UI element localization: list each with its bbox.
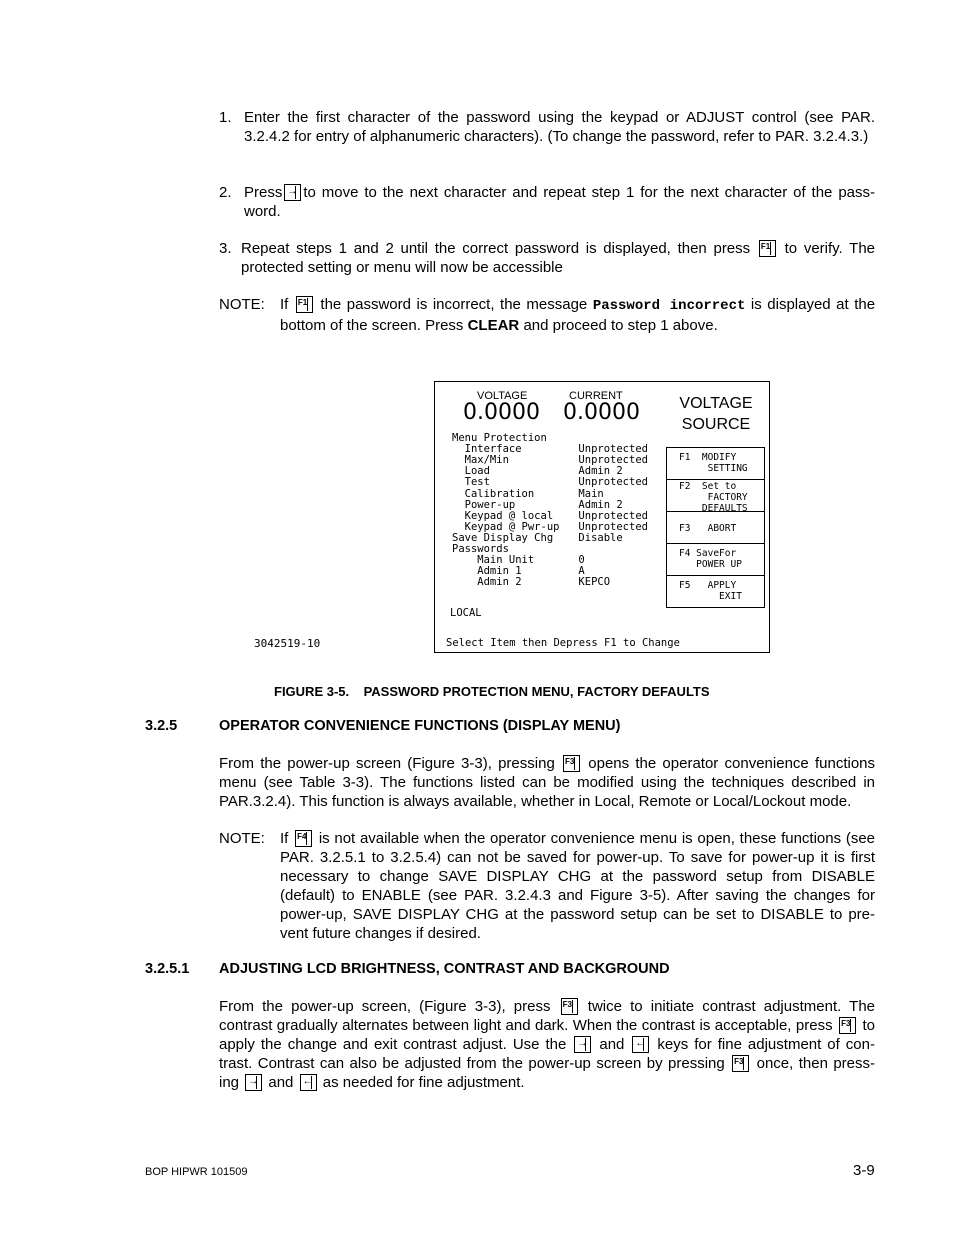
- menu-line: Admin 1 A: [452, 565, 585, 578]
- note-2-text: If F4 is not available when the operator convenience menu is open, these functions (see PAR. 3.2.5.1 to 3.2.5.4) can not be saved for power-up. To save for power-up it is first necessary to change SAVE DISPLAY CHG at the password setup from DISABLE (default) to ENABLE (see PAR. 3.2.4.3 and Figure 3-5). After saving the changes for power-up, SAVE DISPLAY CHG at the password setup can be set to DISABLE to pre-vent future changes if desired.: [280, 830, 876, 942]
- f1-key-icon: F1: [296, 296, 313, 313]
- section-3251-number: 3.2.5.1: [145, 961, 190, 977]
- f3-abort[interactable]: F3 ABORT: [667, 512, 764, 544]
- menu-line: Main Unit 0: [452, 554, 585, 567]
- section-325-title: OPERATOR CONVENIENCE FUNCTIONS (DISPLAY MENU): [219, 718, 621, 734]
- f1-modify-setting[interactable]: F1 MODIFY SETTING: [667, 448, 764, 480]
- voltage-label: VOLTAGE: [477, 390, 528, 402]
- menu-line: Admin 2 KEPCO: [452, 576, 611, 589]
- left-arrow-key-icon: ←: [300, 1074, 317, 1091]
- figure-id: 3042519-10: [254, 637, 321, 650]
- f4-key-icon: F4: [295, 830, 312, 847]
- menu-line: Max/Min Unprotected: [452, 454, 648, 467]
- section-3251-title: ADJUSTING LCD BRIGHTNESS, CONTRAST AND BACKGROUND: [219, 961, 670, 977]
- menu-line: Keypad @ local Unprotected: [452, 509, 648, 522]
- f3-key-icon: F3: [839, 1017, 856, 1034]
- menu-line: Save Display Chg Disable: [452, 531, 623, 544]
- note-1-label: NOTE:: [219, 296, 265, 313]
- function-key-panel: [666, 447, 765, 608]
- current-value: 0.0000: [563, 400, 640, 425]
- f3-key-icon: F3: [732, 1055, 749, 1072]
- menu-line: Menu Protection: [452, 432, 547, 444]
- menu-line: Interface Unprotected: [452, 443, 648, 456]
- menu-line: Load Admin 2: [452, 465, 623, 478]
- mode-indicator: VOLTAGE SOURCE: [679, 395, 753, 433]
- footer-doc-id: BOP HIPWR 101509: [145, 1166, 248, 1178]
- local-indicator: LOCAL: [450, 607, 482, 619]
- current-label: CURRENT: [569, 390, 623, 402]
- step-2-text: Press → to move to the next character and repeat step 1 for the next character of the pass-word.: [244, 184, 875, 220]
- figure-caption: FIGURE 3-5. PASSWORD PROTECTION MENU, FACTORY DEFAULTS: [274, 684, 710, 699]
- right-arrow-key-icon: →: [574, 1036, 591, 1053]
- left-arrow-key-icon: ←: [632, 1036, 649, 1053]
- right-arrow-key-icon: →: [245, 1074, 262, 1091]
- note-2-label: NOTE:: [219, 830, 265, 847]
- step-3-number: 3.: [219, 240, 232, 257]
- step-1-number: 1.: [219, 109, 232, 126]
- step-1-text: Enter the first character of the password using the keypad or ADJUST control (see PAR. 3.2.4.2 for entry of alphanumeric characters). (To change the password, refer to PAR. 3.2.4.3.): [244, 109, 875, 145]
- status-line: Select Item then Depress F1 to Change: [446, 637, 680, 649]
- error-message-code: Password incorrect: [592, 298, 746, 314]
- f3-key-icon: F3: [563, 755, 580, 772]
- f2-set-to-factory-defaults[interactable]: F2 Set to FACTORY DEFAULTS: [667, 480, 764, 512]
- menu-line: Passwords: [452, 543, 509, 555]
- f3-key-icon: F3: [561, 998, 578, 1015]
- f4-save-for-power-up[interactable]: F4 SaveFor POWER UP: [667, 544, 764, 576]
- section-325-number: 3.2.5: [145, 718, 178, 734]
- lcd-screen-figure: [434, 381, 770, 653]
- menu-line: Calibration Main: [452, 487, 604, 500]
- menu-line: Keypad @ Pwr-up Unprotected: [452, 520, 648, 533]
- f1-key-icon: F1: [759, 240, 776, 257]
- page-number: 3-9: [853, 1162, 875, 1179]
- section-3251-body: From the power-up screen, (Figure 3-3), press F3 twice to initiate contrast adjustment. The contrast gradually alternates between light and dark. When the contrast is acceptable, press F3 to apply the change and exit contrast adjust. Use the → and ← keys for fine adjustment of con-trast. Contrast can also be adjusted from the power-up screen by pressing F3 once, then press-ing → and ← as needed for fine adjustment.: [219, 998, 876, 1091]
- note-1-text: If F1 the password is incorrect, the message Password incorrect is displayed at the bottom of the screen. Press CLEAR and proceed to step 1 above.: [280, 296, 876, 334]
- voltage-value: 0.0000: [463, 400, 540, 425]
- step-3-text: Repeat steps 1 and 2 until the correct password is displayed, then press F1 to verify. The protected setting or menu will now be accessible: [241, 240, 875, 276]
- step-2-number: 2.: [219, 184, 232, 201]
- menu-line: Test Unprotected: [452, 476, 648, 489]
- section-325-body: From the power-up screen (Figure 3-3), pressing F3 opens the operator convenience functions menu (see Table 3-3). The functions listed can be modified using the techniques described in PAR.3.2.4). This function is always available, whether in Local, Remote or Local/Lockout mode.: [219, 755, 876, 810]
- f5-apply-exit[interactable]: F5 APPLY EXIT: [679, 580, 742, 602]
- menu-line: Power-up Admin 2: [452, 498, 623, 511]
- right-arrow-key-icon: →: [284, 184, 301, 201]
